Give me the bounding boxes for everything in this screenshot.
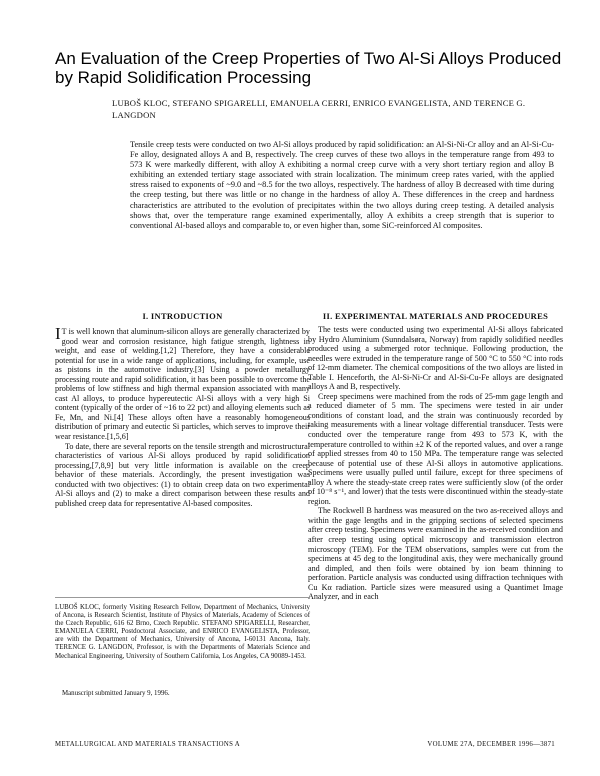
volume-page-footer: VOLUME 27A, DECEMBER 1996—3871 bbox=[427, 741, 555, 748]
right-column bbox=[308, 311, 563, 602]
intro-paragraph-1-text: T is well known that aluminum-silicon alloys are generally characterized by good wear and corrosion resistance, high fatigue strength, lightness in weight, and ease of welding.[1,2] Therefore, they have a considerable potential for use in a wide range of applications, including, for example, use as pistons in the automotive industry.[3] Using a powder metallurgy processing route and rapid solidification, it has been possible to overcome the problems of low stiffness and high thermal expansion associated with many cast Al alloys, to produce hypereutectic Al-Si alloys with a very high Si content (typically of the order of ~16 to 22 pct) and alloying elements such as Fe, Mn, and Ni.[4] These alloys often have a reasonably homogeneous distribution of primary and eutectic Si particles, which serves to improve their wear resistance.[1,5,6] bbox=[55, 327, 310, 442]
experimental-paragraph-2: Creep specimens were machined from the rods of 25-mm gage length and a reduced diameter of 5 mm. The specimens were tested in air under conditions of constant load, and the strain was continuously recorded by taking measurements with a linear voltage differential transducer. Tests were conducted over the temperature range from 493 to 573 K, with the temperature controlled to within ±2 K of the reported values, and over a range of applied stresses from 40 to 150 MPa. The temperature range was selected because of potential use of these Al-Si alloys in automotive applications. Specimens were usually pulled until failure, except for three specimens of alloy A where the steady-state creep rates were sufficiently slow (of the order of 10⁻⁸ s⁻¹, and lower) that the tests were discontinued within the steady-state region. bbox=[308, 391, 563, 506]
experimental-paragraph-3: The Rockwell B hardness was measured on the two as-received alloys and within the gage lengths and in the gripping sections of selected specimens after creep testing. Specimens were examined in the as-received condition and after creep testing using optical microscopy and transmission electron microscopy (TEM). For the TEM observations, samples were cut from the specimens at 45 deg to the longitudinal axis, they were mechanically ground and dimpled, and then foils were obtained by ion beam thinning to perforation. Particle analysis was conducted using diffraction techniques with Cu Kα radiation. Particle sizes were measured using a Quantimet Image Analyzer, and in each bbox=[308, 506, 563, 602]
drop-cap: I bbox=[55, 324, 61, 343]
author-affiliations-footnote: LUBOŠ KLOC, formerly Visiting Research Fellow, Department of Mechanics, University of Ancona, is Research Scientist, Institute of Physics of Materials, Academy of Sciences of the Czech Republic, 616 62 Brno, Czech Republic. STEFANO SPIGARELLI, Researcher, EMANUELA CERRI, Postdoctoral Associate, and ENRICO EVANGELISTA, Professor, are with the Department of Mechanics, University of Ancona, I-60131 Ancona, Italy. TERENCE G. LANGDON, Professor, is with the Departments of Materials Science and Mechanical Engineering, University of Southern California, Los Angeles, CA 90089-1453. bbox=[55, 604, 310, 660]
author-list: LUBOŠ KLOC, STEFANO SPIGARELLI, EMANUELA CERRI, ENRICO EVANGELISTA, AND TERENCE G. LANGDON bbox=[112, 98, 526, 120]
submission-date: Manuscript submitted January 9, 1996. bbox=[62, 690, 170, 697]
journal-name-footer: METALLURGICAL AND MATERIALS TRANSACTIONS A bbox=[55, 741, 241, 748]
paper-title: An Evaluation of the Creep Properties of Two Al-Si Alloys Produced by Rapid Solidification Processing bbox=[55, 49, 562, 87]
abstract: Tensile creep tests were conducted on two Al-Si alloys produced by rapid solidification: an Al-Si-Ni-Cr alloy and an Al-Si-Cu-Fe alloy, designated alloys A and B, respectively. The creep curves of these two alloys in the temperature range from 493 to 573 K were markedly different, with alloy A exhibiting a normal creep curve with a very short tertiary region and alloy B exhibiting an extended tertiary stage associated with strain localization. The minimum creep rates varied, with the applied stress raised to exponents of ~9.0 and ~8.5 for the two alloys, respectively. The hardness of alloy B decreased with time during the creep testing, but there was little or no change in the hardness of alloy A. These differences in the creep and hardness characteristics are attributed to the evolution of precipitates within the two alloys during creep testing. A detailed analysis shows that, over the temperature range examined experimentally, alloy A exhibits a creep strength that is superior to conventional Al-based alloys and comparable to, or even higher than, some SiC-reinforced Al composites. bbox=[130, 140, 554, 230]
left-column bbox=[55, 311, 310, 508]
section-heading-introduction: I. INTRODUCTION bbox=[142, 311, 223, 321]
experimental-paragraph-1: The tests were conducted using two experimental Al-Si alloys fabricated by Hydro Aluminium (Sunndalsøra, Norway) from rapidly solidified needles produced using a submerged rotor technique. Following production, the needles were extruded in the temperature range of 500 °C to 550 °C into rods of 12-mm diameter. The chemical compositions of the two alloys are listed in Table I. Henceforth, the Al-Si-Ni-Cr and Al-Si-Cu-Fe alloys are designated alloys A and B, respectively. bbox=[308, 325, 563, 392]
intro-paragraph-2: To date, there are several reports on the tensile strength and microstructural characteristics of various Al-Si alloys produced by rapid solidification processing,[7,8,9] but very little information is available on the creep behavior of these materials. Accordingly, the present investigation was conducted with two objectives: (1) to obtain creep data on two experimental Al-Si alloys and (2) to make a direct comparison between these results and published creep data for representative Al-based composites. bbox=[55, 441, 310, 508]
section-heading-experimental: II. EXPERIMENTAL MATERIALS AND PROCEDURES bbox=[322, 311, 549, 321]
footnote-divider bbox=[55, 597, 310, 598]
intro-paragraph-1 bbox=[55, 324, 310, 442]
